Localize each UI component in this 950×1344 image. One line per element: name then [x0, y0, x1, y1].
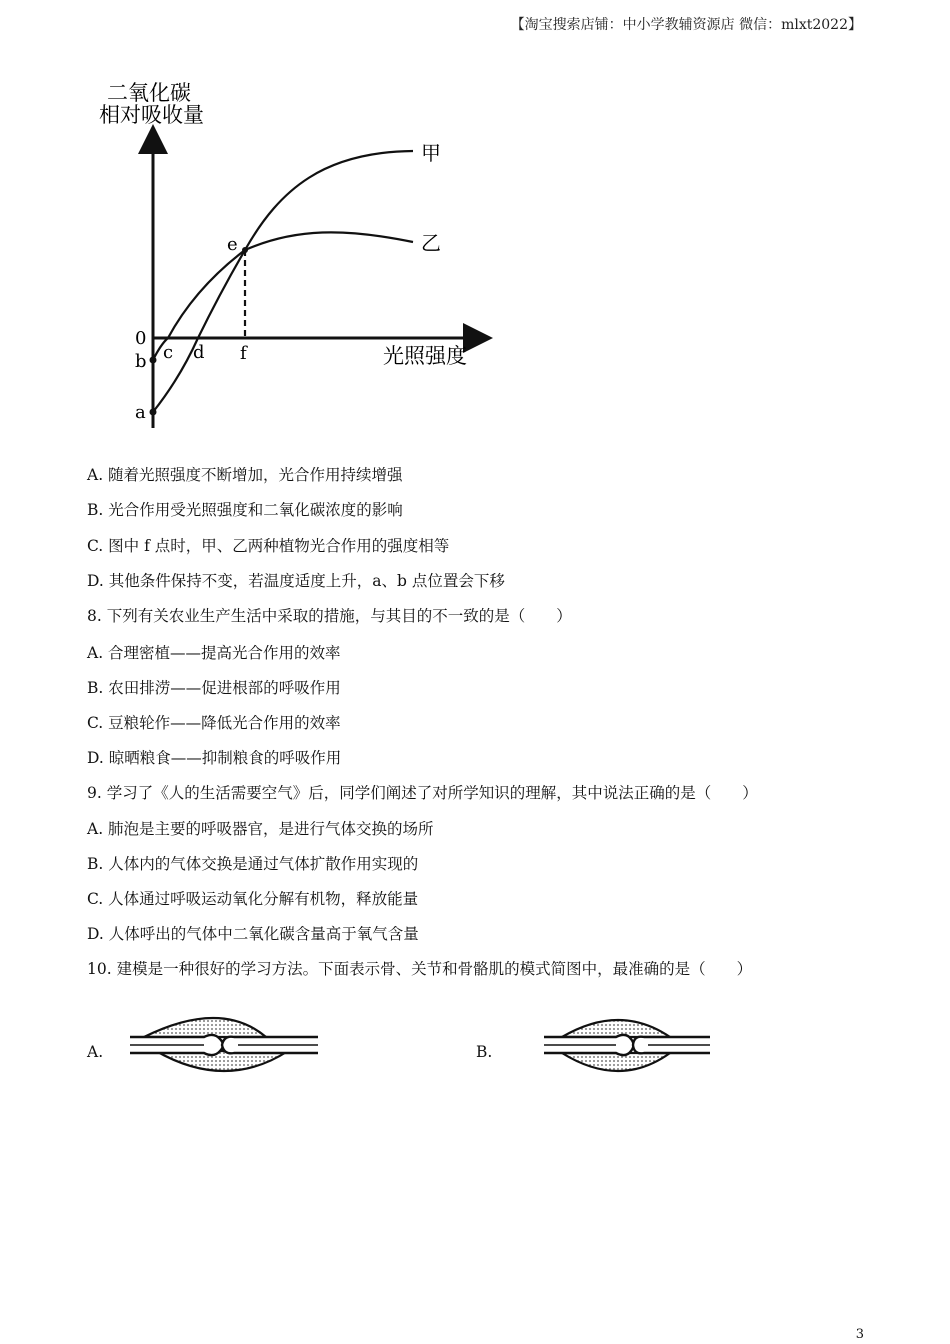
q10-option-b-label: B. [476, 1043, 493, 1061]
q9-stem: 9. 学习了《人的生活需要空气》后，同学们阐述了对所学知识的理解，其中说法正确的是（ ） [87, 784, 758, 802]
co2-light-graph [95, 78, 515, 438]
curve-jia [153, 151, 413, 412]
q9-option-d: D. 人体呼出的气体中二氧化碳含量高于氧气含量 [87, 925, 419, 943]
point-e [242, 247, 248, 253]
point-e-label: e [227, 234, 238, 255]
q8-option-d: D. 晾晒粮食——抑制粮食的呼吸作用 [87, 749, 342, 767]
point-a [150, 409, 157, 416]
q8-stem: 8. 下列有关农业生产生活中采取的措施，与其目的不一致的是（ ） [87, 607, 572, 625]
q7-option-b: B. 光合作用受光照强度和二氧化碳浓度的影响 [87, 501, 403, 519]
q8-option-c: C. 豆粮轮作——降低光合作用的效率 [87, 714, 341, 732]
point-f-label: f [240, 343, 247, 364]
joint-diagram-a [126, 1007, 322, 1087]
q7-option-c: C. 图中 f 点时，甲、乙两种植物光合作用的强度相等 [87, 537, 450, 555]
q10-stem: 10. 建模是一种很好的学习方法。下面表示骨、关节和骨骼肌的模式简图中，最准确的是（ ） [87, 960, 753, 978]
point-c-label: c [163, 342, 174, 363]
x-axis-label: 光照强度 [383, 344, 467, 368]
joint-diagram-b [540, 1007, 714, 1087]
point-a-label: a [135, 402, 146, 423]
point-d-label: d [193, 342, 205, 363]
point-b [150, 357, 157, 364]
q10-option-a-label: A. [87, 1043, 104, 1061]
q9-option-c: C. 人体通过呼吸运动氧化分解有机物，释放能量 [87, 890, 419, 908]
curve-yi [153, 232, 413, 360]
point-b-label: b [135, 351, 147, 372]
curve-jia-label: 甲 [421, 141, 441, 165]
page-number: 3 [855, 1327, 864, 1342]
curve-yi-label: 乙 [421, 231, 441, 255]
q7-option-d: D. 其他条件保持不变，若温度适度上升，a、b 点位置会下移 [87, 572, 505, 590]
q8-option-a: A. 合理密植——提高光合作用的效率 [87, 644, 341, 662]
q7-option-a: A. 随着光照强度不断增加，光合作用持续增强 [87, 466, 403, 484]
q9-option-b: B. 人体内的气体交换是通过气体扩散作用实现的 [87, 855, 419, 873]
origin-label: 0 [135, 328, 147, 349]
y-axis-label-line1: 二氧化碳 [107, 81, 191, 105]
q8-option-b: B. 农田排涝——促进根部的呼吸作用 [87, 679, 341, 697]
page-header: 【淘宝搜索店铺：中小学教辅资源店 微信：mlxt2022】 [510, 17, 862, 33]
q9-option-a: A. 肺泡是主要的呼吸器官，是进行气体交换的场所 [87, 820, 434, 838]
y-axis-label-line2: 相对吸收量 [99, 103, 204, 127]
